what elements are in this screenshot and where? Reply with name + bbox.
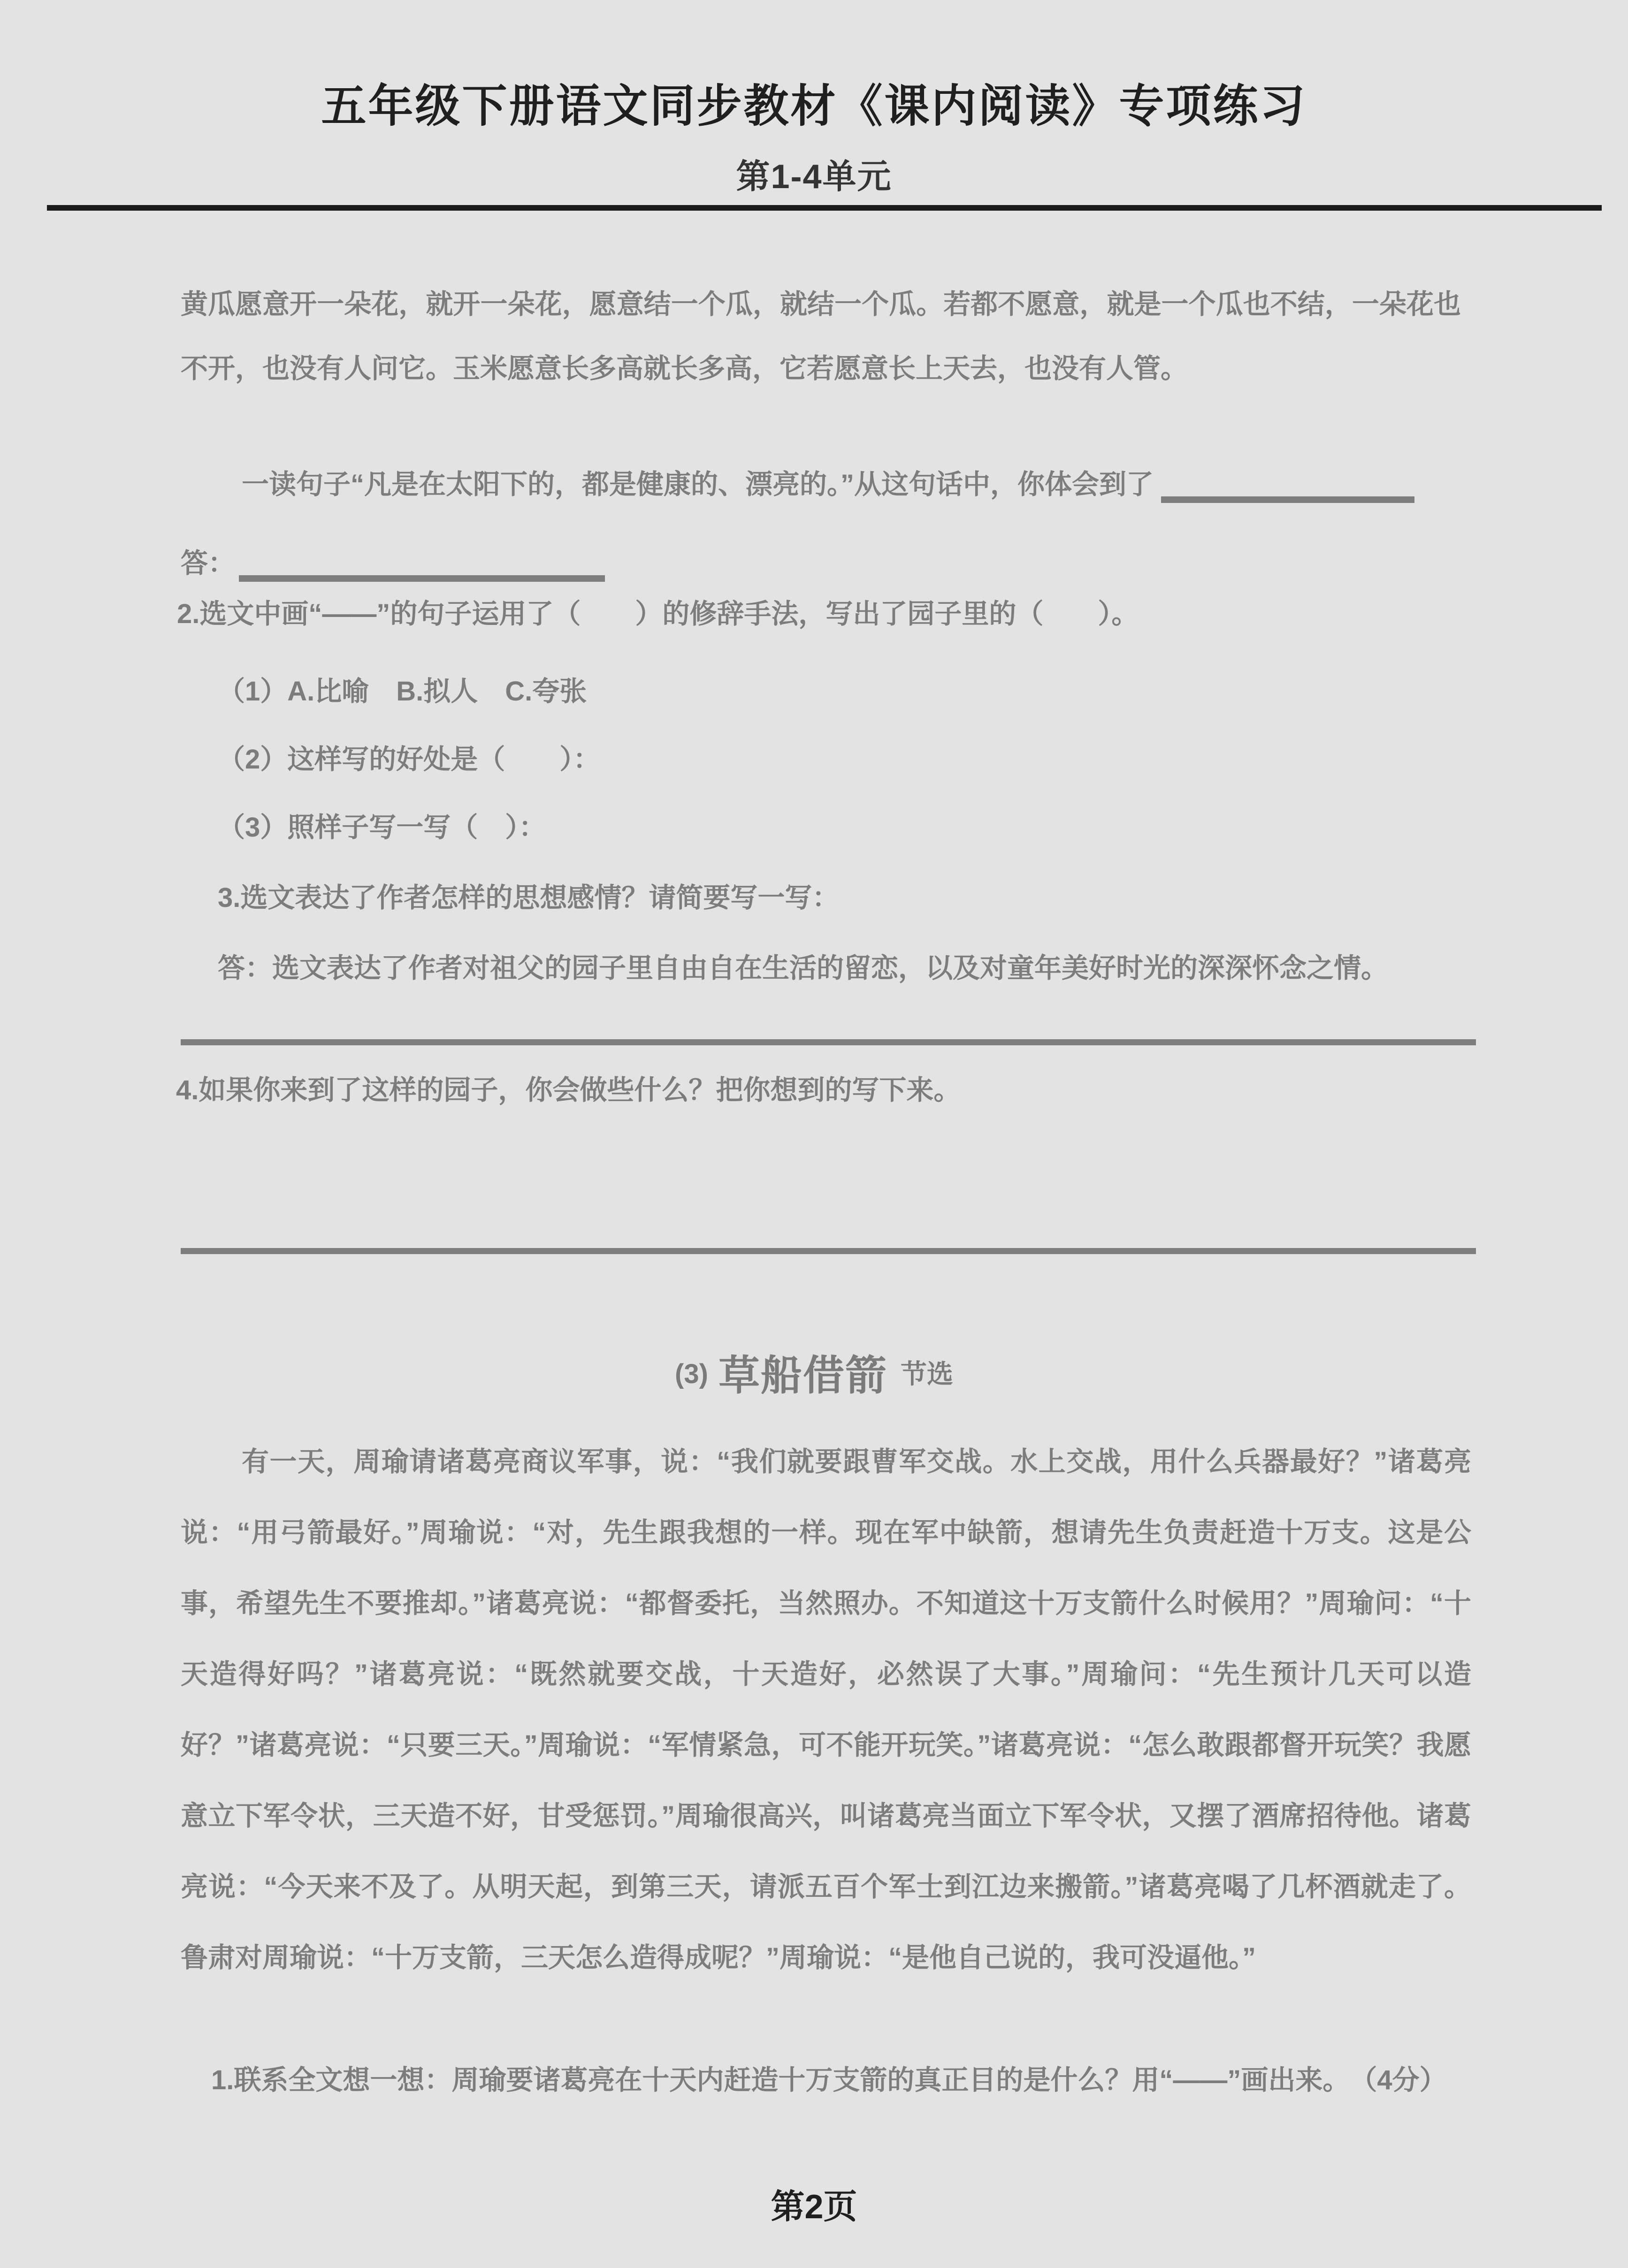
section-3-question-1: 1.联系全文想一想：周瑜要诸葛亮在十天内赶造十万支箭的真正目的是什么？用“——”画出来。 （4分） [211, 2065, 1447, 2095]
title-divider-rule [47, 205, 1602, 211]
section-3-title: 草船借箭 [718, 1352, 887, 1399]
question-2-sub-1: （1）A.比喻 B.拟人 C.夸张 [218, 676, 587, 707]
excerpt-tail-paragraph: 黄瓜愿意开一朵花，就开一朵花，愿意结一个瓜，就结一个瓜。若都不愿意，就是一个瓜也不结，一朵花也不开，也没有人问它。玉米愿意长多高就长多高，它若愿意长上天去，也没有人管。 [181, 289, 1461, 384]
answer-line-rule [181, 1039, 1476, 1045]
page-number: 第2页 [771, 2188, 857, 2226]
answer-blank-line [1161, 469, 1414, 503]
question-2-sub-3: （3）照样子写一写（ ）： [218, 812, 546, 843]
page-subtitle: 第1-4单元 [736, 158, 892, 196]
question-2: 2.选文中画“——”的句子运用了（ ）的修辞手法，写出了园子里的（ ）。 [177, 599, 1139, 629]
page-title: 五年级下册语文同步教材《课内阅读》专项练习 [321, 81, 1307, 131]
question-1-answer [181, 548, 605, 582]
question-4: 4.如果你来到了这样的园子，你会做些什么？把你想到的写下来。 [176, 1075, 961, 1105]
question-1-text: 一读句子“凡是在太阳下的，都是健康的、漂亮的。”从这句话中，你体会到了 [242, 469, 1154, 500]
answer-prefix: 答： [181, 548, 236, 578]
question-3-answer: 答：选文表达了作者对祖父的园子里自由自在生活的留恋，以及对童年美好时光的深深怀念之情。 [218, 953, 1389, 983]
answer-blank-line [239, 548, 605, 582]
section-3-heading [0, 1343, 1628, 1402]
question-1 [181, 469, 1414, 503]
question-3: 3.选文表达了作者怎样的思想感情？请简要写一写： [218, 883, 840, 913]
section-3-suffix: 节选 [900, 1359, 953, 1389]
question-2-sub-2: （2）这样写的好处是（ ）： [218, 744, 601, 775]
answer-line-rule [181, 1248, 1476, 1254]
section-3-passage: 有一天，周瑜请诸葛亮商议军事，说：“我们就要跟曹军交战。水上交战，用什么兵器最好？”诸葛亮说：“用弓箭最好。”周瑜说：“对，先生跟我想的一样。现在军中缺箭，想请先生负责赶造十万支。这是公事，希望先生不要推却。”诸葛亮说：“都督委托，当然照办。不知道这十万支箭什么时候用？”周瑜问：“十天造得好吗？”诸葛亮说：“既然就要交战，十天造好，必然误了大事。”周瑜问：“先生预计几天可以造好？”诸葛亮说：“只要三天。”周瑜说：“军情紧急，可不能开玩笑。”诸葛亮说：“怎么敢跟都督开玩笑？我愿意立下军令状，三天造不好，甘受惩罚。”周瑜很高兴，叫诸葛亮当面立下军令状，又摆了酒席招待他。诸葛亮说：“今天来不及了。从明天起，到第三天，请派五百个军士到江边来搬箭。”诸葛亮喝了几杯酒就走了。鲁肃对周瑜说：“十万支箭，三天怎么造得成呢？”周瑜说：“是他自己说的，我可没逼他。” [181, 1446, 1471, 1973]
section-3-number: (3) [675, 1359, 708, 1389]
